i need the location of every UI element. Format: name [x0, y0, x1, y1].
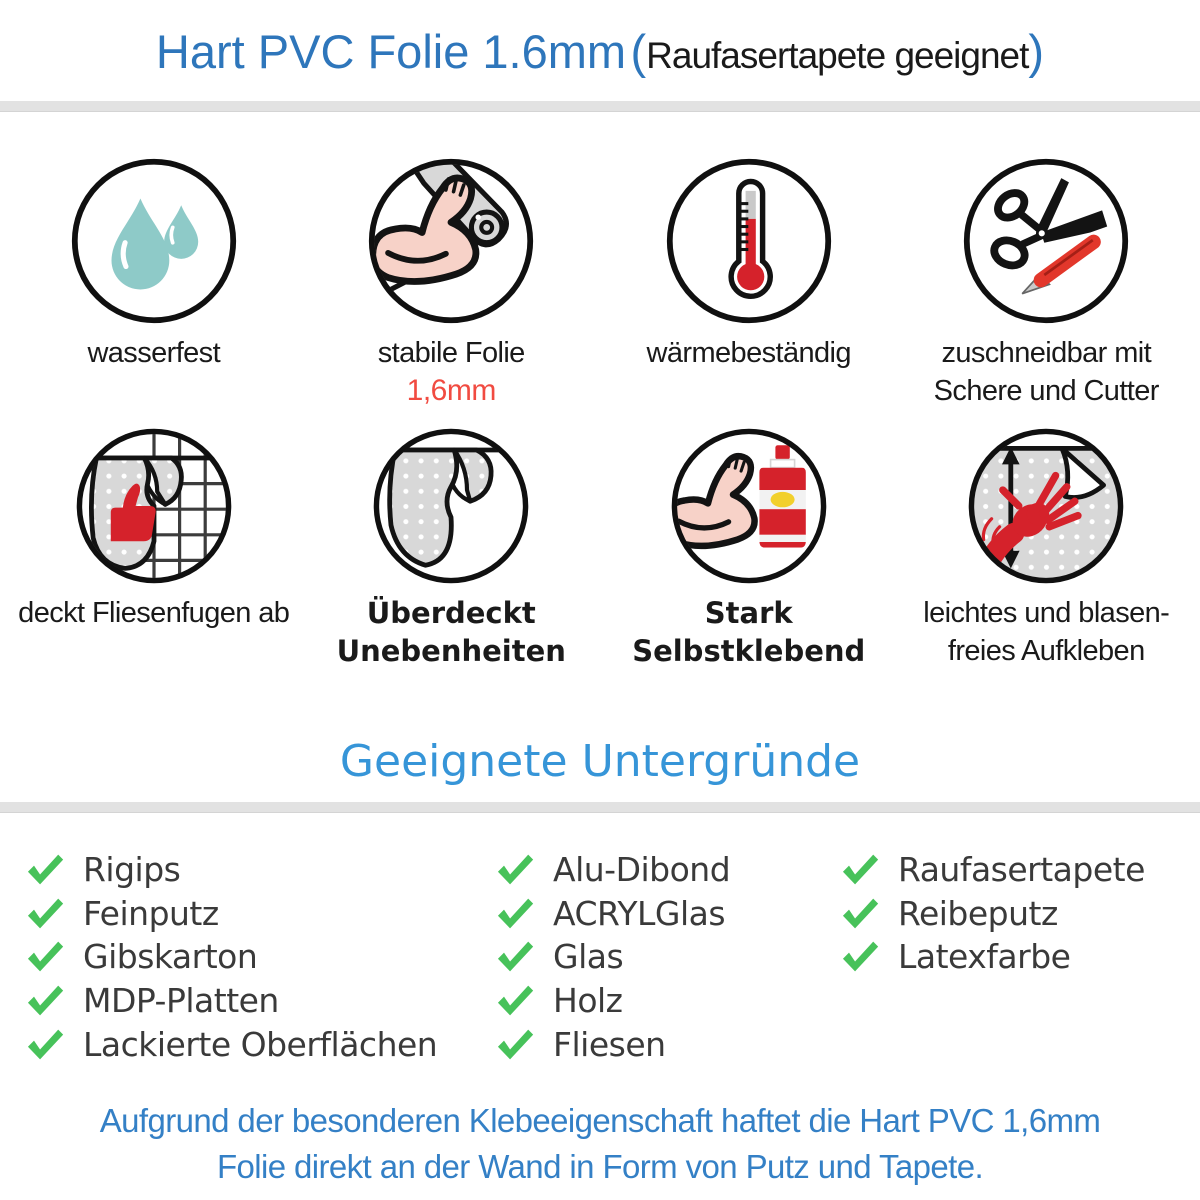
feature-bubble-free-application — [898, 426, 1196, 671]
substrate-item: Alu-Dibond — [495, 848, 730, 892]
muscle-arm-foil-roll-icon — [366, 156, 536, 326]
page-title — [0, 24, 1200, 79]
feature-strong-self-adhesive — [600, 426, 898, 671]
title-paren-open: ( — [630, 25, 647, 78]
substrate-item: Reibeputz — [840, 892, 1145, 936]
feature-heat-resistant — [600, 156, 898, 411]
feature-covers-unevenness — [303, 426, 601, 671]
divider-bar-top — [0, 101, 1200, 112]
check-icon — [495, 897, 535, 930]
check-icon — [495, 853, 535, 886]
check-icon — [25, 1028, 65, 1061]
substrates-checklist — [0, 848, 1200, 1088]
footer-note — [0, 1098, 1200, 1190]
check-icon — [840, 853, 880, 886]
title-main: Hart PVC Folie 1.6mm — [155, 25, 627, 78]
feature-row-2 — [5, 426, 1195, 671]
substrate-item: Raufasertapete — [840, 848, 1145, 892]
check-icon — [25, 940, 65, 973]
substrate-item: Glas — [495, 935, 730, 979]
feature-label: wärmebeständig — [646, 337, 851, 369]
feature-label: stabile Folie — [377, 337, 525, 369]
substrate-item: Holz — [495, 979, 730, 1023]
substrates-column-3 — [840, 848, 1145, 979]
substrate-item: Fliesen — [495, 1022, 730, 1066]
substrate-item: Lackierte Oberflächen — [25, 1022, 437, 1066]
check-icon — [25, 984, 65, 1017]
water-drops-icon — [69, 156, 239, 326]
scissors-cutter-icon — [961, 156, 1131, 326]
divider-bar-middle — [0, 802, 1200, 813]
check-icon — [495, 1028, 535, 1061]
substrates-column-2 — [495, 848, 730, 1066]
check-icon — [840, 940, 880, 973]
check-icon — [495, 984, 535, 1017]
dotted-foil-fold-icon — [371, 426, 531, 586]
substrate-item: Rigips — [25, 848, 437, 892]
feature-label: deckt Fliesenfugen ab — [18, 597, 290, 629]
thermometer-icon — [664, 156, 834, 326]
title-paren-close: ) — [1028, 25, 1045, 78]
muscle-arm-glue-tube-icon — [669, 426, 829, 586]
substrate-item: MDP-Platten — [25, 979, 437, 1023]
substrate-item: Gibskarton — [25, 935, 437, 979]
feature-row-1 — [5, 156, 1195, 411]
feature-label: Stark Selbstklebend — [632, 596, 866, 669]
feature-cuttable — [898, 156, 1196, 411]
feature-label: wasserfest — [87, 337, 221, 369]
footer-line-2: Folie direkt an der Wand in Form von Putz und Tapete. — [216, 1148, 984, 1186]
substrates-heading: Geeignete Untergründe — [339, 736, 861, 787]
check-icon — [840, 897, 880, 930]
tile-grid-foil-thumb-up-icon — [74, 426, 234, 586]
hand-smoothing-foil-icon — [966, 426, 1126, 586]
substrate-item: Latexfarbe — [840, 935, 1145, 979]
feature-waterproof — [5, 156, 303, 411]
check-icon — [25, 897, 65, 930]
check-icon — [495, 940, 535, 973]
feature-label: leichtes und blasen- freies Aufkleben — [923, 597, 1170, 668]
feature-label: zuschneidbar mit Schere und Cutter — [933, 337, 1159, 408]
feature-label: Überdeckt Unebenheiten — [336, 596, 566, 669]
feature-covers-tile-joints — [5, 426, 303, 671]
footer-line-1: Aufgrund der besonderen Klebeeigenschaft haftet die Hart PVC 1,6mm — [99, 1102, 1101, 1139]
feature-thickness-label: 1,6mm — [406, 374, 496, 408]
substrate-item: Feinputz — [25, 892, 437, 936]
check-icon — [25, 853, 65, 886]
substrates-column-1 — [25, 848, 437, 1066]
feature-stable-film — [303, 156, 601, 411]
title-note: Raufasertapete geeignet — [646, 35, 1029, 76]
substrate-item: ACRYLGlas — [495, 892, 730, 936]
